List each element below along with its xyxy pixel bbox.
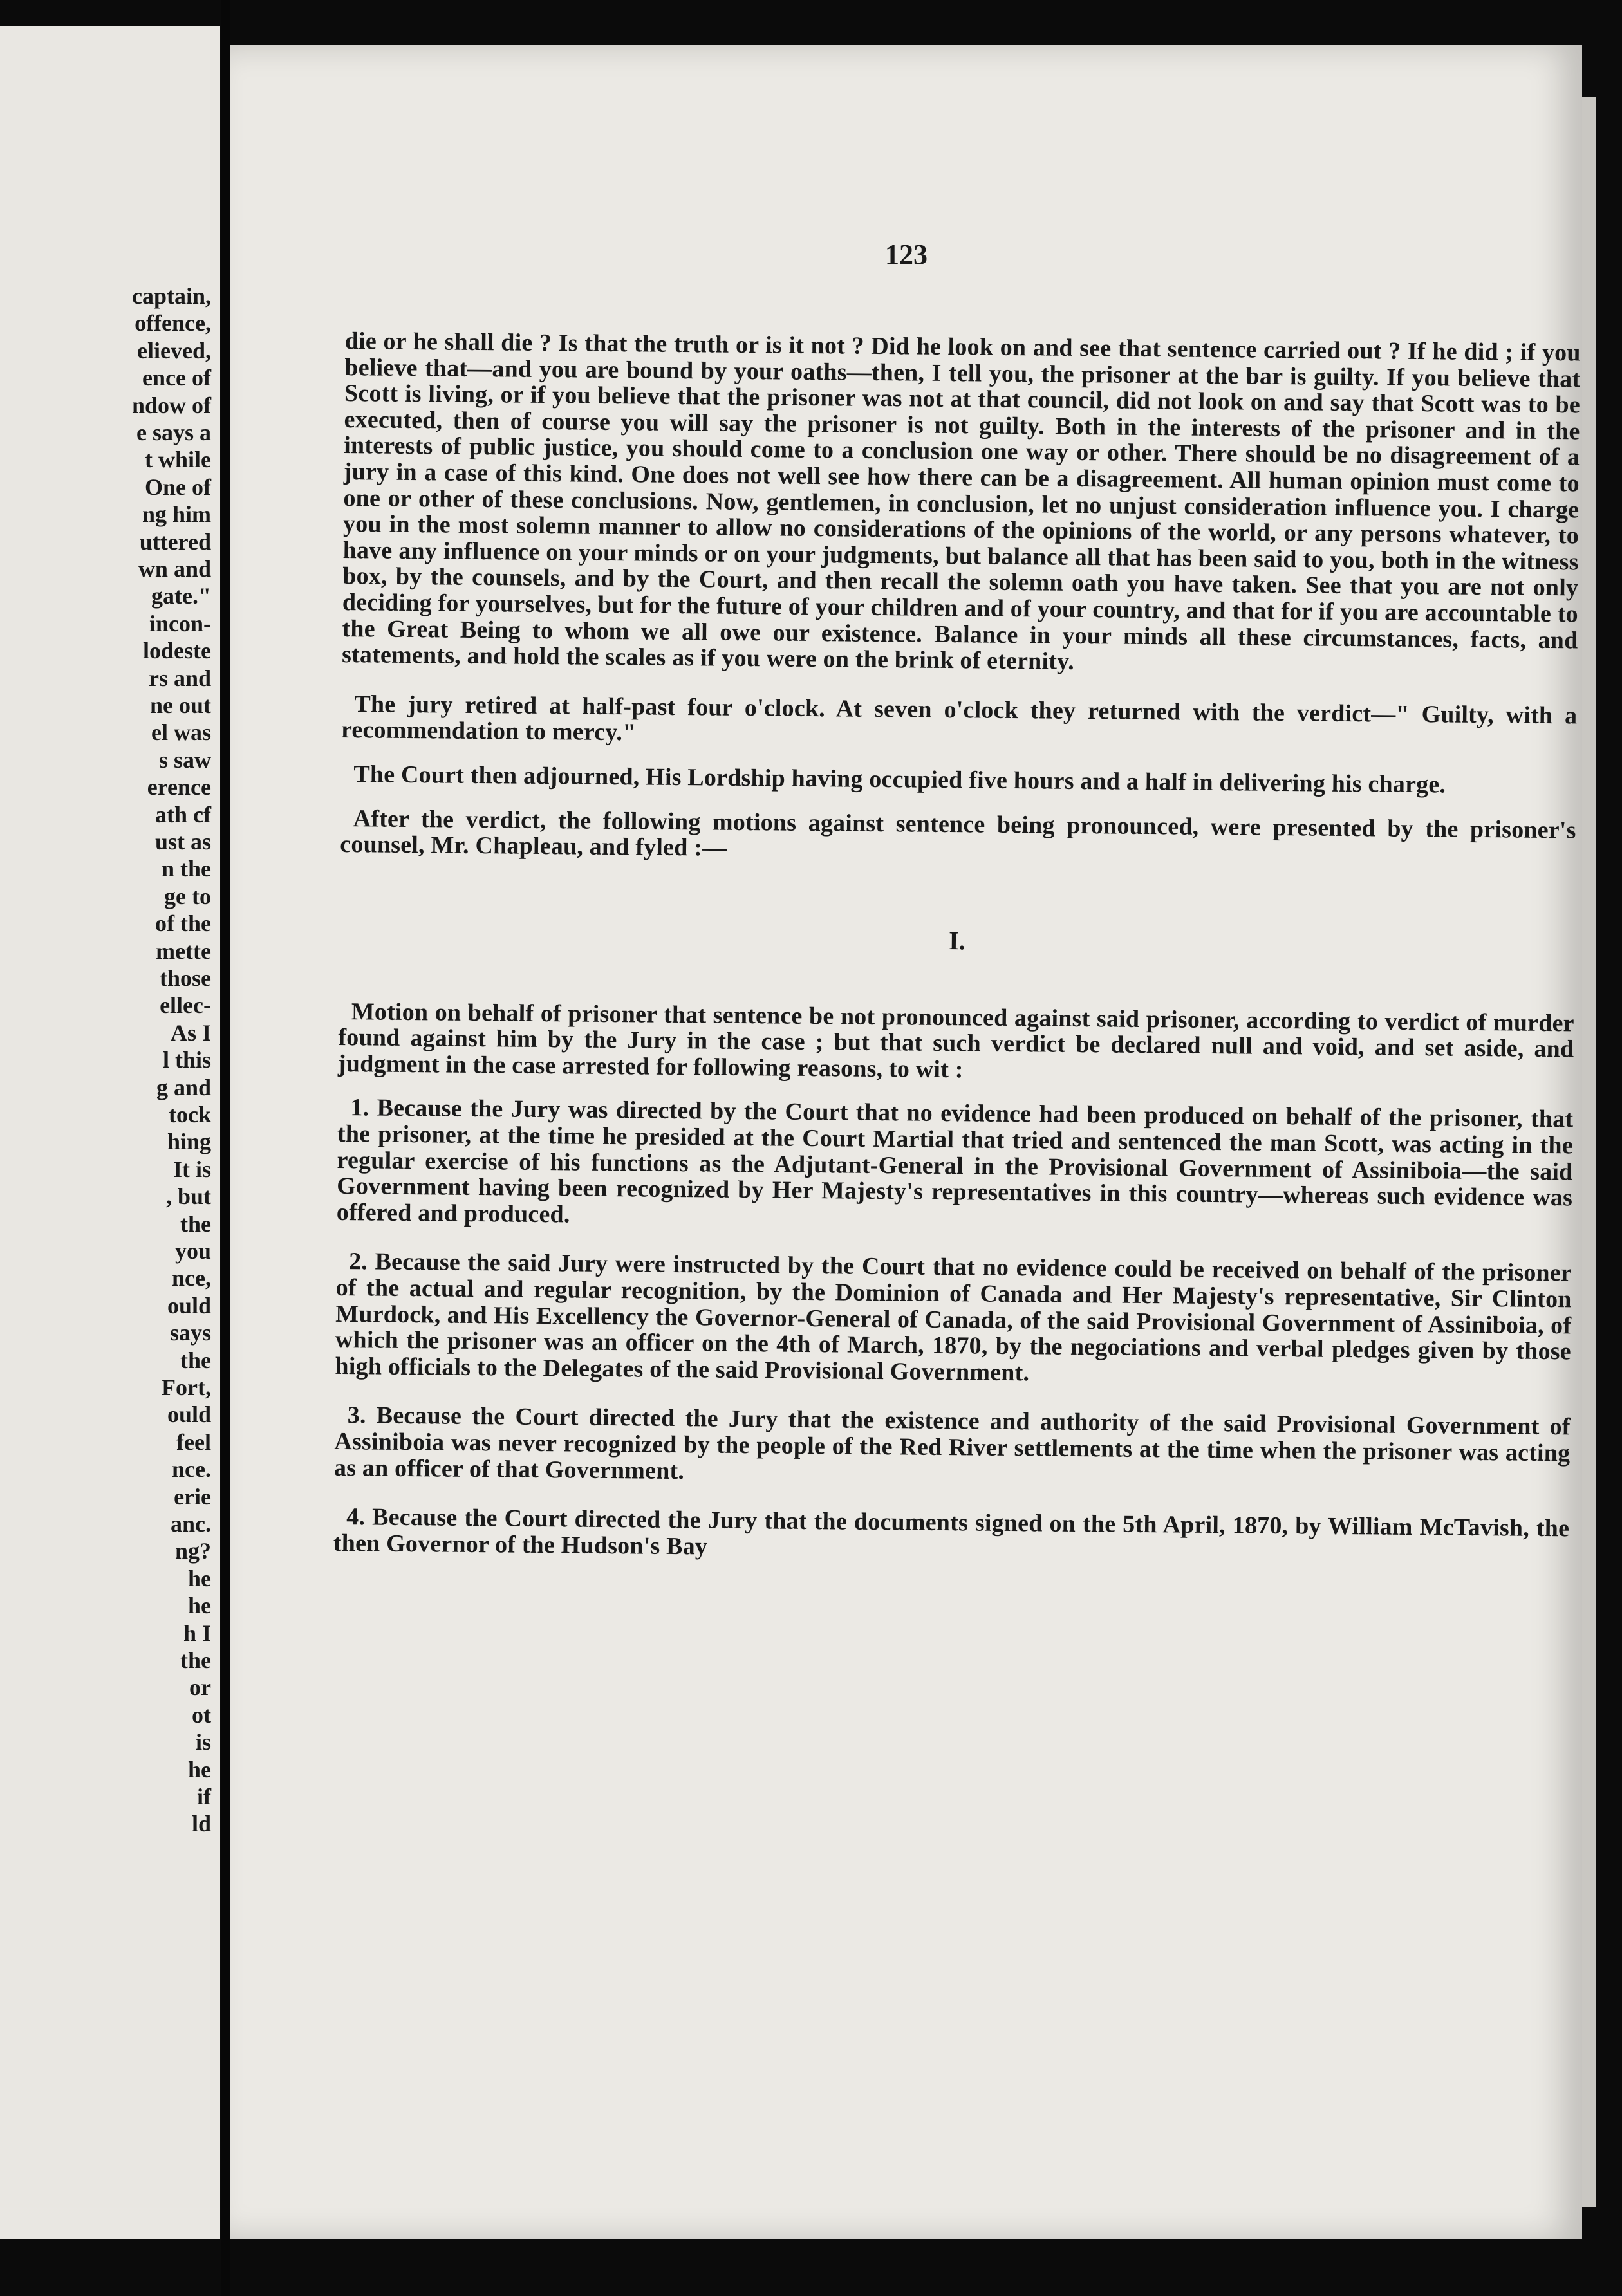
facing-page-line: erie	[174, 1483, 211, 1510]
facing-page-line: ellec-	[160, 992, 211, 1019]
facing-page-line: hing	[167, 1129, 211, 1155]
facing-page-line: h I	[183, 1620, 211, 1646]
facing-page-line: ould	[167, 1402, 211, 1428]
facing-page-line: t while	[145, 447, 211, 473]
facing-page-line: ne out	[149, 692, 211, 718]
facing-page-line: wn and	[138, 556, 211, 582]
facing-page-line: or	[189, 1674, 211, 1701]
adjourn-paragraph: The Court then adjourned, His Lordship having occupied five hours and a half in delivering his charge.	[353, 761, 1446, 799]
facing-page-line: ng?	[174, 1538, 211, 1564]
facing-page-line: offence,	[135, 310, 211, 337]
section-heading: I.	[948, 925, 965, 955]
gutter-shadow	[221, 0, 230, 2296]
facing-page-line: erence	[147, 774, 211, 801]
facing-page-line: Fort,	[162, 1375, 211, 1400]
facing-page-line: of the	[155, 911, 211, 937]
facing-page-line: s saw	[158, 746, 211, 773]
facing-page-fragment	[0, 26, 220, 2239]
facing-page-line: he	[188, 1565, 211, 1591]
reason-2-paragraph: 2. Because the said Jury were instructed by the Court that no evidence could be received on behalf of the prisoner of the actual and regular recognition, by the Dominion of Canada and Her Majesty's representative, Sir Clinton Murdock, and His Excellency the Governor-General of Canada, of the said Provisional Government of Assiniboia, of which the prisoner was an officer on the 4th of March, 1870, by the negociations and verbal pledges given by those high officials to the Delegates of the said Provisional Government.	[335, 1248, 1572, 1387]
facing-page-line: nce,	[172, 1265, 211, 1292]
facing-page-line: captain,	[131, 283, 211, 309]
facing-page-line: you	[174, 1238, 211, 1264]
facing-page-line: uttered	[139, 528, 211, 555]
facing-page-line: ld	[191, 1811, 211, 1837]
facing-page-line: he	[188, 1756, 211, 1782]
facing-page-line: g and	[156, 1074, 211, 1100]
facing-page-line: One of	[145, 474, 211, 500]
facing-page-line: It is	[172, 1156, 211, 1182]
facing-page-line: the	[180, 1210, 211, 1237]
facing-page-line: n the	[161, 856, 211, 882]
facing-page-line: ould	[167, 1292, 211, 1319]
facing-page-line: ng him	[142, 501, 211, 528]
facing-page-line: el was	[151, 719, 211, 746]
facing-page-line: those	[160, 965, 211, 991]
verdict-paragraph: The jury retired at half-past four o'clock. At seven o'clock they returned with the verdict—" Guilty, with a recommendation to mercy."	[340, 690, 1578, 746]
facing-page-line: if	[197, 1784, 211, 1810]
facing-page-line: he	[188, 1593, 211, 1619]
facing-page-line: incon-	[149, 610, 211, 636]
facing-page-line: nce.	[172, 1456, 211, 1483]
facing-page-line: e says a	[136, 420, 211, 445]
motions-intro-paragraph: After the verdict, the following motions against sentence being pronounced, were presented by the prisoner's counsel, Mr. Chapleau, and fyled :—	[340, 804, 1576, 862]
facing-page-line: elieved,	[137, 337, 211, 364]
facing-page-line: l this	[162, 1047, 211, 1073]
facing-page-line: ust as	[154, 829, 211, 855]
facing-page-line: lodeste	[143, 638, 211, 664]
page-body	[333, 328, 1581, 1568]
facing-page-line: ndow of	[131, 392, 211, 418]
facing-page-line: gate."	[151, 583, 211, 609]
facing-page-line: As I	[170, 1019, 211, 1046]
facing-page-line: says	[169, 1320, 211, 1346]
facing-page-line: tock	[169, 1102, 211, 1127]
facing-page-line: ence of	[142, 365, 211, 391]
facing-page-line: the	[180, 1347, 211, 1373]
reason-4-paragraph: 4. Because the Court directed the Jury that the documents signed on the 5th April, 1870, by William McTavish, the then Governor of the Hudson's Bay	[333, 1503, 1570, 1560]
motion-paragraph: Motion on behalf of prisoner that sentence be not pronounced against said prisoner, according to verdict of murder found against him by the Jury in the case ; but that such verdict be declared null and void, and set aside, and judgment in the case arrested for following reasons, to wit :	[337, 997, 1574, 1084]
facing-page-line: ath cf	[155, 801, 211, 828]
charge-paragraph: die or he shall die ? Is that the truth or is it not ? Did he look on and see that sentence carried out ? If he did ; if you believe that—and you are bound by your oaths—then, I tell you, the prisoner at the bar is guilty. If you believe that Scott is living, or if you believe that the prisoner was not at that council, did not look on and say that Scott was to be executed, then of course you will say the prisoner is not guilty. Both in the interests of the prisoner and in the interests of public justice, you should come to a conclusion one way or other. There should be no disagreement of a jury in a case of this kind. One does not well see how there can be a disagreement. All human opinion must come to one or other of these conclusions. Now, gentlemen, in conclusion, let no unjust consideration influence you. I charge you in the most solemn manner to allow no considerations of the opinions of the world, or any persons whatever, to have any influence on your minds or on your judgments, but balance all that has been said to you, both in the witness box, by the counsels, and by the Court, and then recall the solemn oath you have taken. See that you are not only deciding for yourselves, but for the future of your children and of your country, and that for if you are accountable to the Great Being to whom we all owe our existence. Balance in your minds all these circumstances, facts, and statements, and hold the scales as if you were on the brink of eternity.	[341, 328, 1581, 676]
facing-page-line: rs and	[148, 665, 211, 691]
facing-page-line: the	[180, 1647, 211, 1673]
facing-page-line: feel	[176, 1429, 211, 1455]
facing-page-line: , but	[165, 1183, 211, 1210]
facing-page-line: ge to	[164, 883, 211, 909]
facing-page-line: mette	[156, 938, 211, 964]
facing-page-line: is	[195, 1729, 211, 1755]
document-page	[230, 45, 1582, 2239]
page-number: 123	[885, 239, 928, 270]
facing-page-line: anc.	[171, 1511, 211, 1537]
reason-1-paragraph: 1. Because the Jury was directed by the Court that no evidence had been produced on behalf of the prisoner, that the prisoner, at the time he presided at the Court Martial that tried and sentenced the man Scott, was acting in the regular exercise of his functions as the Adjutant-General in the Provisional Government of Assiniboia—the said Government having been recognized by Her Majesty's representatives in this country—whereas such evidence was offered and produced.	[336, 1094, 1574, 1228]
facing-page-line: ot	[192, 1701, 211, 1728]
reason-3-paragraph: 3. Because the Court directed the Jury that the existence and authority of the said Provisional Government of Assiniboia was never recognized by the people of the Red River settlements at the time when the prisoner was acting as an officer of that Government.	[333, 1402, 1571, 1485]
